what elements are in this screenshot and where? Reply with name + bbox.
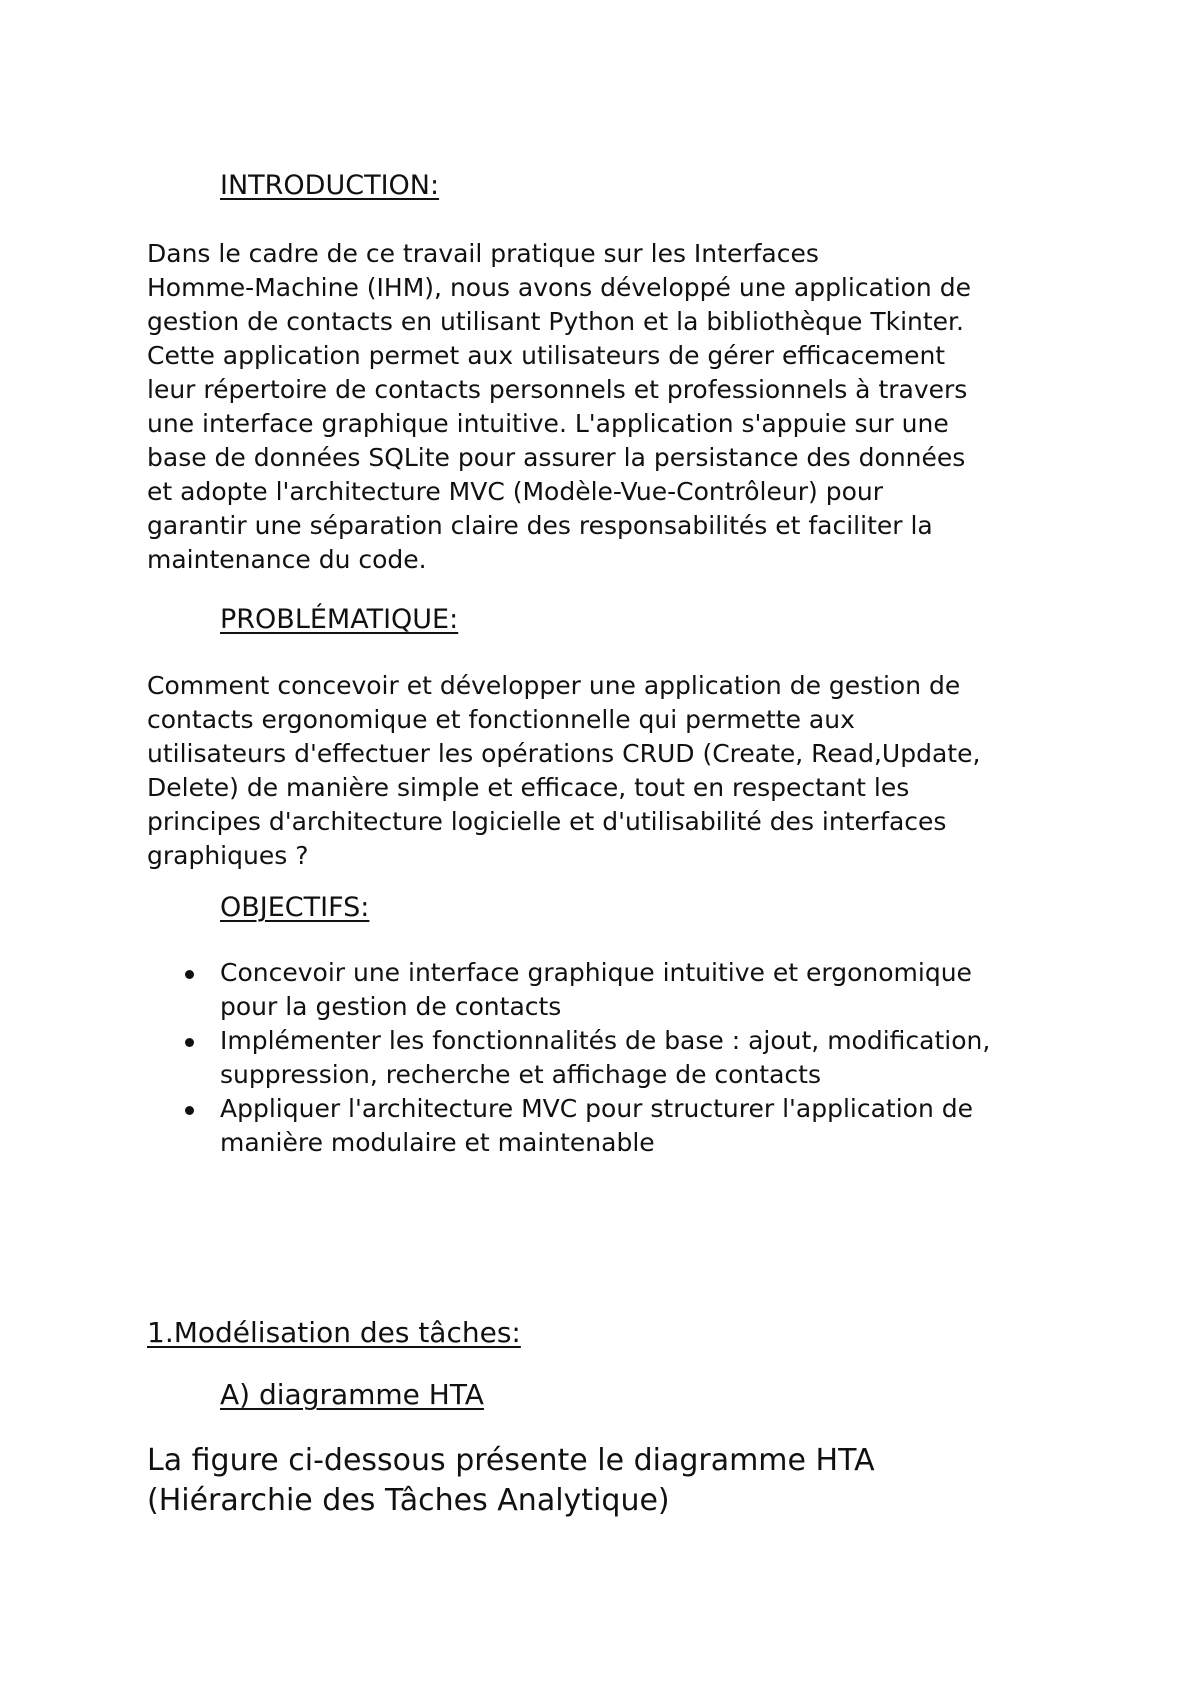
introduction-line: et adopte l'architecture MVC (Modèle-Vue-Contrôleur) pour: [147, 477, 883, 506]
introduction-line: leur répertoire de contacts personnels et professionnels à travers: [147, 375, 968, 404]
section-title: 1.Modélisation des tâches:: [147, 1316, 521, 1349]
list-item-line: manière modulaire et maintenable: [220, 1128, 655, 1157]
list-item: [147, 1092, 1077, 1160]
subsection-title: A) diagramme HTA: [220, 1378, 484, 1411]
problematique-line: utilisateurs d'effectuer les opérations CRUD (Create, Read,Update,: [147, 739, 981, 768]
figure-intro-paragraph: [147, 1441, 875, 1521]
introduction-line: Homme-Machine (IHM), nous avons développé une application de: [147, 273, 971, 302]
figure-intro-line: La figure ci-dessous présente le diagramme HTA: [147, 1443, 875, 1478]
introduction-line: gestion de contacts en utilisant Python et la bibliothèque Tkinter.: [147, 307, 964, 336]
introduction-line: base de données SQLite pour assurer la persistance des données: [147, 443, 966, 472]
list-item-line: suppression, recherche et affichage de contacts: [220, 1060, 821, 1089]
problematique-heading: PROBLÉMATIQUE:: [220, 604, 459, 635]
objectifs-list: [147, 956, 1077, 1160]
problematique-line: Delete) de manière simple et efficace, tout en respectant les: [147, 773, 910, 802]
list-item-line: Appliquer l'architecture MVC pour structurer l'application de: [220, 1094, 973, 1123]
objectifs-heading: OBJECTIFS:: [220, 892, 370, 923]
list-item-line: Concevoir une interface graphique intuitive et ergonomique: [220, 958, 972, 987]
bullet-icon: [185, 1106, 194, 1115]
bullet-icon: [185, 970, 194, 979]
introduction-heading: INTRODUCTION:: [220, 170, 440, 201]
list-item-line: Implémenter les fonctionnalités de base : ajout, modification,: [220, 1026, 991, 1055]
introduction-line: garantir une séparation claire des responsabilités et faciliter la: [147, 511, 933, 540]
problematique-line: contacts ergonomique et fonctionnelle qui permette aux: [147, 705, 855, 734]
problematique-line: Comment concevoir et développer une application de gestion de: [147, 671, 961, 700]
introduction-line: une interface graphique intuitive. L'application s'appuie sur une: [147, 409, 949, 438]
problematique-line: graphiques ?: [147, 841, 309, 870]
introduction-paragraph: [147, 237, 1077, 577]
introduction-line: Dans le cadre de ce travail pratique sur les Interfaces: [147, 239, 819, 268]
bullet-icon: [185, 1038, 194, 1047]
introduction-line: Cette application permet aux utilisateurs de gérer efficacement: [147, 341, 946, 370]
list-item-line: pour la gestion de contacts: [220, 992, 562, 1021]
list-item: [147, 956, 1077, 1024]
problematique-line: principes d'architecture logicielle et d'utilisabilité des interfaces: [147, 807, 947, 836]
figure-intro-line: (Hiérarchie des Tâches Analytique): [147, 1483, 670, 1518]
introduction-line: maintenance du code.: [147, 545, 427, 574]
list-item: [147, 1024, 1077, 1092]
problematique-paragraph: [147, 669, 1077, 873]
